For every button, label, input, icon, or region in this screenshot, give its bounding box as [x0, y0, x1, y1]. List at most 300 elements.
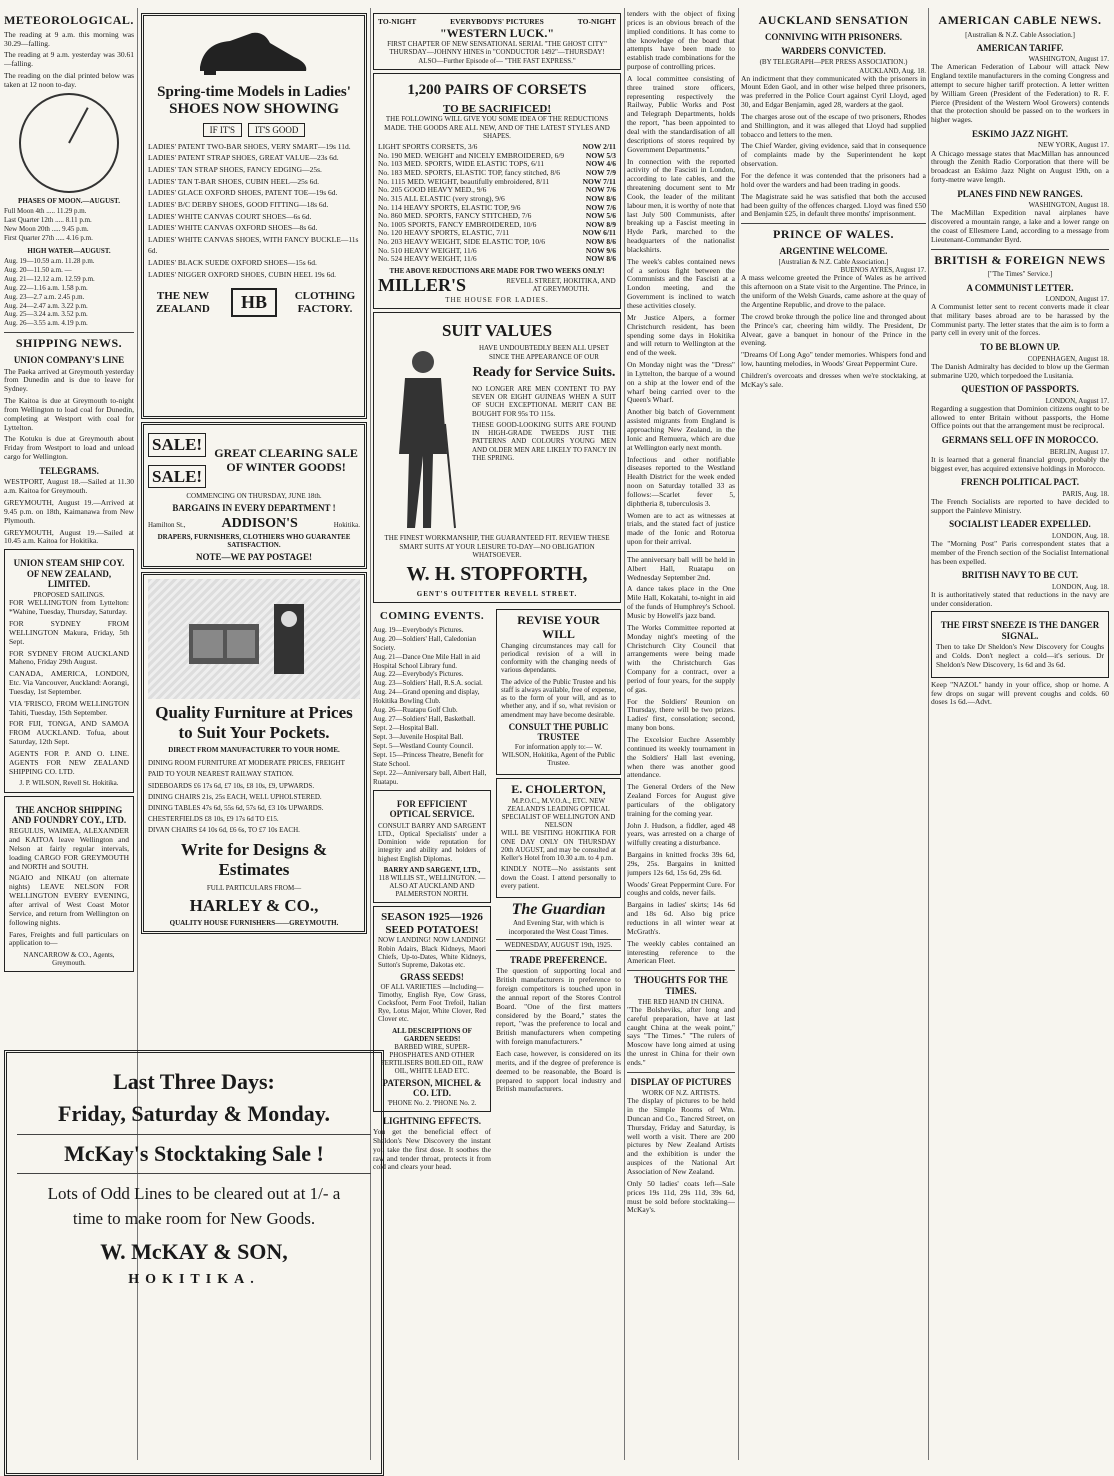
shoe-item: LADIES' PATENT TWO-BAR SHOES, VERY SMART—19s 11d.: [148, 141, 351, 151]
story-title: GERMANS SELL OFF IN MOROCCO.: [941, 435, 1099, 446]
prince-paragraph: A mass welcome greeted the Prince of Wales as he arrived this afternoon on a State visit to the Argentine. The Prince, in the uniform of the Welsh Guards, came ashore at the quay of the Argentine Republic, and drove to the palace.: [741, 273, 926, 309]
addison-name-row: [148, 516, 360, 532]
divider: [627, 551, 735, 552]
story-title: A COMMUNIST LETTER.: [966, 282, 1074, 293]
event-item: Aug. 22—Everybody's Pictures.: [373, 670, 464, 679]
mckay-line3: McKay's Stocktaking Sale !: [64, 1140, 324, 1166]
shoes-advert: [141, 13, 367, 419]
news-paragraph: Women are to act as witnesses at trials, and the stated fact of justice made of the Ionic and Rotorua upon for their arrival.: [627, 510, 735, 547]
column-meteorological-shipping: [4, 10, 134, 975]
column-cable-news: [931, 10, 1109, 710]
tide-table: [4, 257, 134, 329]
shoe-item: LADIES' WHITE CANVAS OXFORD SHOES—8s 6d.: [148, 223, 318, 233]
events-column: [373, 606, 491, 1175]
event-item: Aug. 23—Soldiers' Hall, R.S.A. social.: [373, 679, 483, 688]
harley-footer: QUALITY HOUSE FURNISHERS——GREYMOUTH.: [169, 919, 339, 928]
corset-price: NOW 8/6: [585, 193, 616, 203]
divider: [17, 1134, 371, 1135]
tide-row: Aug. 25—3.24 a.m. 3.52 p.m.: [4, 310, 88, 319]
addison-street: Hamilton St.,: [148, 520, 186, 529]
guardian-date: WEDNESDAY, AUGUST 19th, 1925.: [496, 939, 621, 951]
column-rule: [738, 8, 739, 1460]
corset-desc: No. 183 MED. SPORTS, ELASTIC TOP, fancy stitched, 8/6: [378, 168, 560, 178]
prince-paragraph: Children's overcoats and dresses when we're stocktaking, at McKay's sale.: [741, 370, 926, 389]
corset-price: NOW 9/6: [585, 245, 616, 255]
telegram: GREYMOUTH, August 19.—Arrived at 9.45 p.m. on 18th, Kaimanawa from New Plymouth.: [4, 498, 134, 525]
suit-paragraph: THE FINEST WORKMANSHIP, THE GUARANTEED FIT. REVIEW THESE SMART SUITS AT YOUR LEISURE TO-DAY—NO OBLIGATION WHATSOEVER.: [384, 534, 610, 559]
ussco-sub: PROPOSED SAILINGS.: [33, 591, 105, 600]
corset-price: NOW 5/6: [585, 211, 616, 221]
corset-price: NOW 5/3: [585, 150, 616, 160]
garden-seeds: ALL DESCRIPTIONS OF GARDEN SEEDS!: [392, 1026, 472, 1043]
event-item: Aug. 27—Soldiers' Hall, Basketball.: [373, 715, 476, 724]
story-dateline: LONDON, Aug. 18.: [1052, 582, 1109, 591]
corset-price: NOW 8/6: [585, 237, 616, 247]
suit-body: [378, 344, 616, 534]
story-paragraph: The "Morning Post" Paris correspondent states that a member of the French section of the Socialist International has been expelled.: [931, 538, 1109, 566]
corset-desc: No. 114 HEAVY SPORTS, ELASTIC TOP, 9/6: [378, 202, 521, 212]
corset-price: NOW 2/11: [582, 142, 616, 152]
corset-desc: No. 205 GOOD HEAVY MED., 9/6: [378, 185, 487, 195]
thoughts-paragraph: "The Bolsheviks, after long and careful preparation, have at last caught China at the weak point," says "The Times." "The rulers of Moscow have long aimed at using the unrest in China for their own ends.": [627, 1004, 735, 1068]
guardian-masthead: The Guardian: [511, 901, 606, 919]
will-info: For information apply to:— W. WILSON, Hokitika, Agent of the Public Trustee.: [502, 742, 615, 768]
will-paragraph: Changing circumstances may call for periodical revision of a will in conformity with the changing needs of various dependants.: [501, 641, 616, 675]
event-item: Sept. 2—Hospital Ball.: [373, 724, 439, 733]
sailing: VIA 'FRISCO, FROM WELLINGTON Tahiti, Tuesday, 15th September.: [9, 698, 129, 717]
hb-footer: [148, 288, 360, 317]
paterson-name: PATERSON, MICHEL & CO. LTD.: [382, 1077, 482, 1099]
guardian-head: TRADE PREFERENCE.: [509, 955, 607, 966]
pictures-center: EVERYBODYS' PICTURES: [450, 17, 544, 26]
news-paragraph: Mr Justice Alpers, a former Christchurch resident, has been spending some days in Hokitika and will return to Wellington at the end of the week.: [627, 312, 735, 358]
stopforth-advert: [373, 312, 621, 603]
sale-commencing: COMMENCING ON THURSDAY, JUNE 18th.: [186, 492, 322, 501]
corset-desc: No. 510 HEAVY WEIGHT, 11/6: [378, 245, 477, 255]
event-item: Sept. 22—Anniversary ball, Albert Hall, Ruatapu.: [373, 768, 487, 786]
story-paragraph: It is authoritatively stated that reductions in the navy are under consideration.: [931, 589, 1109, 608]
corset-price: NOW 7/9: [585, 168, 616, 178]
sailing: FOR WELLINGTON from Lyttelton: *Wahine, Tuesday, Thursday, Saturday.: [9, 598, 129, 617]
tide-row: Aug. 23—2.7 a.m. 2.45 p.m.: [4, 292, 85, 301]
corset-item: [378, 255, 616, 264]
display-title: DISPLAY OF PICTURES: [630, 1076, 732, 1087]
story-paragraph: It is learned that a general financial group, probably the biggest ever, has acquired extensive holdings in Morocco.: [931, 454, 1109, 473]
harley-line: DINING ROOM FURNITURE AT MODERATE PRICES, FREIGHT PAID TO YOUR NEAREST RAILWAY STATION.: [148, 759, 345, 779]
news-paragraph: The Works Committee reported at Monday night's meeting of the Christchurch City Council that arrangements were being made with the Christchurch Gas Company for a contract, over a period of four years, for the supply of gas.: [627, 622, 735, 694]
story-dateline: NEW YORK, August 17.: [1038, 141, 1109, 150]
union-title: UNION COMPANY'S LINE: [13, 355, 125, 366]
mckay-town: HOKITIKA.: [128, 1271, 260, 1287]
news-paragraph: The anniversary ball will be held in Albert Hall, Ruatapu on Wednesday September 2nd.: [627, 554, 735, 582]
tide-row: Aug. 24—2.47 a.m. 3.22 p.m.: [4, 301, 88, 310]
harley-line: DIVAN CHAIRS £4 10s 6d, £6 6s, TO £7 10s EACH.: [148, 826, 300, 835]
mckay-line1: Last Three Days:: [113, 1069, 275, 1094]
divider: [741, 223, 926, 224]
telegram: WESTPORT, August 18.—Sailed at 11.30 a.m. Kaitoa for Greymouth.: [4, 477, 134, 496]
pictures-advert: [373, 13, 621, 70]
mckay-name: W. McKAY & SON,: [100, 1239, 288, 1265]
shipping-paragraph: The Kotuku is due at Greymouth about Friday from Westport to load and unload cargo for Wellington.: [4, 434, 134, 462]
corset-price: NOW 7/6: [585, 202, 616, 212]
column-pictures-corsets: [373, 10, 621, 1175]
shoe-item: LADIES' TAN STRAP SHOES, FANCY EDGING—25s.: [148, 165, 322, 175]
harley-line: CHESTERFIELDS £8 10s, £9 17s 6d TO £15.: [148, 815, 279, 824]
moon-title: PHASES OF MOON.—AUGUST.: [18, 196, 120, 205]
events-title: COMING EVENTS.: [379, 610, 485, 623]
story-paragraph: A Chicago message states that MacMillan has announced through the Zenith Radio Corporation that there will be broadcast an Eskimo Jazz Night on August 19th, on a forty-metre wave length.: [931, 148, 1109, 185]
sale-row: [148, 429, 360, 492]
sailing: FOR SYDNEY FROM AUCKLAND Maheno, Friday 29th August.: [9, 648, 129, 667]
story-title: BRITISH NAVY TO BE CUT.: [961, 570, 1079, 581]
news-paragraph: In connection with the reported activity of the Fascisti in London, according to late cables, and the threatening document sent to Mr Cook, the leader of the militant labour men, it is worthy of note that last July 500 Communists, after breaking up a Fascist meeting in Hyde Park, marched to the headquarters of the nationalist blackshirts.: [627, 156, 735, 254]
moon-phase: Full Moon 4th ..... 11.29 p.m.: [4, 206, 87, 215]
tide-row: Aug. 19—10.59 a.m. 11.28 p.m.: [4, 256, 95, 265]
corset-desc: No. 524 HEAVY WEIGHT, 11/6: [378, 254, 477, 264]
cable-assoc: [Australian & N.Z. Cable Association.]: [965, 30, 1075, 39]
shoe-item: LADIES' B/C DERBY SHOES, GOOD FITTING—18s 6d.: [148, 199, 329, 209]
sale-badges: [148, 429, 206, 492]
prince-paragraph: The crowd broke through the police line and thronged about the Prince's car, cheering him wildly. The President, Dr Alvear, gave a banquet in honour of the Prince in the evening.: [741, 311, 926, 348]
brand-banner: [148, 123, 360, 137]
moon-phase: Last Quarter 12th ..... 8.11 p.m.: [4, 215, 92, 224]
prince-assoc: [Australian & N.Z. Cable Association.]: [778, 258, 889, 267]
sneeze-advert: [931, 611, 1109, 677]
guardian-sub: And Evening Star, with which is incorporated the West Coast Times.: [508, 919, 609, 936]
moon-phase: First Quarter 27th ..... 4.16 p.m.: [4, 233, 93, 242]
story-title: ESKIMO JAZZ NIGHT.: [971, 129, 1069, 140]
anchor-paragraph: NGAIO and NIKAU (on alternate nights) LEAVE NELSON FOR WELLINGTON EVERY EVENING, after arrival of West Coast Motor Service, and return from Wellington on following nights.: [9, 873, 129, 927]
story-title: FRENCH POLITICAL PACT.: [961, 477, 1079, 488]
news-paragraph: A dance takes place in the One Mile Hall, Kokatahi, to-night in aid of the funds of Humphrey's School. Music by Howell's jazz band.: [627, 584, 735, 620]
column-rule: [928, 8, 929, 1460]
display-paragraph: Only 50 ladies' coats left—Sale prices 19s 11d, 29s 11d, 39s 6d, must be sold before stocktaking—McKay's.: [627, 1178, 735, 1215]
auckland-paragraph: The Magistrate said he was satisfied that both the accused had been guilty of the offences charged. Lloyd was fined £50 and Benjamin £25, in default three months' imprisonment.: [741, 191, 926, 219]
millers-tag: THE HOUSE FOR LADIES.: [445, 295, 549, 304]
story-paragraph: Regarding a suggestion that Dominion citizens ought to be allowed to enter Britain without passports, the Home Office points out that the arrangement must be reciprocal.: [931, 403, 1109, 431]
paterson-phone: 'PHONE No. 2. 'PHONE No. 2.: [387, 1098, 477, 1107]
story-dateline: COPENHAGEN, August 18.: [1027, 354, 1109, 363]
cholerton-quals: M.P.O.C., M.V.O.A., ETC. NEW ZEALAND'S LEADING OPTICAL SPECIALIST OF WELLINGTON AND NELSON: [501, 797, 616, 830]
corset-price: NOW 4/6: [585, 159, 616, 169]
mckay-line2: Friday, Saturday & Monday.: [58, 1101, 330, 1127]
hb-right: CLOTHING FACTORY.: [294, 290, 356, 315]
brand-left: IF IT'S: [203, 123, 242, 137]
anchor-paragraph: Fares, Freights and full particulars on application to—: [9, 929, 129, 948]
harley-direct: DIRECT FROM MANUFACTURER TO YOUR HOME.: [168, 746, 340, 755]
harley-furniture-advert: [141, 572, 367, 934]
corset-desc: No. 120 HEAVY SPORTS, ELASTIC, 7/11: [378, 228, 510, 238]
auckland-paragraph: The Chief Warder, giving evidence, said that in consequence of complaints made by the Superintendent he kept observation.: [741, 141, 926, 169]
anchor-agent: NANCARROW & CO., Agents, Greymouth.: [23, 951, 115, 968]
sale-bargains: BARGAINS IN EVERY DEPARTMENT !: [172, 503, 336, 514]
tide-row: Aug. 21—12.12 a.m. 12.59 p.m.: [4, 274, 95, 283]
optical-paragraph: CONSULT BARRY AND SARGENT LTD., Optical Specialists' under a Dominion wide reputation for integrity and ability and holders of highest English Diplomas.: [378, 821, 486, 863]
prince-dateline: BUENOS AYRES, August 17.: [840, 266, 926, 275]
suit-title: SUIT VALUES: [441, 320, 553, 340]
addisons-sale-advert: [141, 422, 367, 569]
barometer-dial-icon: [19, 93, 119, 193]
met-paragraph: The reading on the dial printed below was taken at 12 noon to-day.: [4, 71, 134, 90]
sale-badge: SALE!: [148, 465, 206, 489]
corset-desc: LIGHT SPORTS CORSETS, 3/6: [378, 142, 478, 152]
event-item: Sept. 5—Westland County Council.: [373, 742, 474, 751]
addison-name: ADDISON'S: [221, 516, 298, 532]
corset-price: NOW 8/9: [585, 219, 616, 229]
shoe-item: LADIES' BLACK SUEDE OXFORD SHOES—15s 6d.: [148, 258, 317, 268]
story-paragraph: The Danish Admiralty has decided to blow up the German submarine U20, which torpedoed the Lusitania.: [931, 361, 1109, 380]
season-sub: SEED POTATOES!: [385, 923, 479, 936]
story-paragraph: A Communist letter sent to recent converts made it clear that military bases abroad are to be harassed by the Communist party. The letter states that the aim is to form a party cell in every unit of the forces.: [931, 301, 1109, 338]
auckland-sub2: WARDERS CONVICTED.: [781, 46, 886, 57]
story-title: TO BE BLOWN UP.: [980, 342, 1060, 353]
auckland-dateline: AUCKLAND, Aug. 18.: [859, 66, 926, 75]
column-rule: [624, 8, 625, 1460]
event-item: Aug. 21—Dance One Mile Hall in aid Hospital School Library fund.: [373, 652, 481, 670]
story-title: SOCIALIST LEADER EXPELLED.: [949, 519, 1091, 530]
met-paragraph: The reading at 9 a.m. this morning was 30.29—falling.: [4, 29, 134, 48]
man-in-suit-icon: [378, 344, 468, 534]
auckland-assoc: (BY TELEGRAPH—PER PRESS ASSOCIATION.): [759, 58, 908, 67]
sneeze-title: THE FIRST SNEEZE IS THE DANGER SIGNAL.: [940, 620, 1100, 641]
corset-price: NOW 7/11: [582, 176, 616, 186]
news-paragraph: A local committee consisting of three trained store officers, representing respectively the Railway, Public Works and Post and Telegraph Departments, holds the report, "has been appointed to deal with the standardisation of all descriptions of stores required by Government Departments.": [627, 73, 735, 154]
sailing: CANADA, AMERICA, LONDON, Etc. Via Vancouver, Auckland: Aorangi, Tuesday, 1st September.: [9, 669, 129, 696]
suit-intro: HAVE UNDOUBTEDLY BEEN ALL UPSET SINCE THE APPEARANCE OF OUR: [478, 344, 610, 361]
ussco-agent: J. P. WILSON, Revell St. Hokitika.: [19, 779, 119, 788]
pictures-left: TO-NIGHT: [378, 17, 417, 26]
nazol-paragraph: Keep "NAZOL" handy in your office, shop or home. A few drops on sugar will prevent coughs and colds. 60 doses 1s 6d.—Advt.: [931, 679, 1109, 707]
grass-title: GRASS SEEDS!: [400, 972, 464, 983]
corsets-note: THE ABOVE REDUCTIONS ARE MADE FOR TWO WEEKS ONLY!: [389, 266, 605, 275]
millers-corsets-advert: [373, 73, 621, 309]
furniture-illustration-icon: [148, 579, 360, 699]
harley-line: DINING CHAIRS 21s, 25s EACH, WELL UPHOLSTERED.: [148, 792, 322, 801]
corset-price: NOW 7/6: [585, 185, 616, 195]
corset-desc: No. 190 MED. WEIGHT and NICELY EMBROIDERED, 6/9: [378, 150, 565, 160]
will-paragraph: The advice of the Public Trustee and his staff is always available, free of expense, as to the form of your will, and as to whether any, and if so, what revision or amendment may have become desirable.: [501, 677, 616, 719]
addison-trades: DRAPERS, FURNISHERS, CLOTHIERS WHO GUARANTEE SATISFACTION.: [157, 532, 351, 549]
tide-row: Aug. 22—1.16 a.m. 1.58 p.m.: [4, 283, 88, 292]
divider: [931, 249, 1109, 250]
news-paragraph: For the Soldiers' Reunion on Thursday, there will be two prizes. Ladies' first, consolation; second, many bon bons.: [627, 696, 735, 733]
story-paragraph: The MacMillan Expedition naval airplanes have discovered a mountain range, a lake and a lower range on the coast of Ellesmere Land, according to a message from Lieutenant-Commander Byrd.: [931, 208, 1109, 244]
story-dateline: PARIS, Aug. 18.: [1062, 489, 1109, 498]
news-paragraph: The Excelsior Euchre Assembly continued its weekly tournament in the Soldiers' Hall last evening, when there was another good attendance.: [627, 734, 735, 780]
harley-headline: Quality Furniture at Prices to Suit Your Pockets.: [155, 703, 353, 742]
suit-ready: Ready for Service Suits.: [472, 364, 616, 380]
auckland-title: AUCKLAND SENSATION: [758, 13, 909, 27]
met-paragraph: The reading at 9 a.m. yesterday was 30.61—falling.: [4, 50, 134, 69]
story-title: QUESTION OF PASSPORTS.: [961, 384, 1079, 395]
guardian-paragraph: Each case, however, is considered on its merits, and if the degree of preference is deemed to be reasonable, the Board is prepared to support local industry and British manufacturers.: [496, 1048, 621, 1094]
corset-list: [378, 143, 616, 264]
col3-lower: [373, 606, 621, 1175]
millers-addr: REVELL STREET, HOKITIKA, AND AT GREYMOUTH.: [506, 277, 616, 294]
seed-advert: [373, 906, 491, 1112]
british-assoc: ["The Times" Service.]: [987, 270, 1053, 279]
prince-title: PRINCE OF WALES.: [772, 227, 895, 242]
cholerton-note: KINDLY NOTE—No assistants sent down the Coast. I attend personally to every patient.: [501, 865, 616, 890]
pictures-also: ALSO—Further Episode of— "THE FAST EXPRESS.": [418, 56, 576, 65]
mckay-stocktaking-advert: [4, 1050, 384, 1476]
corsets-sub: TO BE SACRIFICED!: [443, 102, 551, 115]
union-steam-ship-advert: [4, 549, 134, 792]
sneeze-paragraph: Then to take Dr Sheldon's New Discovery for Coughs and Colds. Don't neglect a cold—it's serious. Dr Sheldon's New Discovery, 1s 6d and 3s 6d.: [936, 642, 1104, 669]
tide-row: Aug. 26—3.55 a.m. 4.19 p.m.: [4, 319, 88, 328]
barbed-wire: BARBED WIRE, SUPER-PHOSPHATES AND OTHER FERTILISERS BOILED OIL, RAW OIL, WHITE LEAD ETC.: [380, 1042, 484, 1075]
news-paragraph: John J. Hudson, a fiddler, aged 48 years, was arrested on a charge of wilfully creating a disturbance.: [627, 820, 735, 848]
news-paragraph: The General Orders of the New Zealand Forces for August give particulars of the obligatory training for the coming year.: [627, 782, 735, 818]
anchor-shipping-advert: [4, 796, 134, 973]
event-item: Sept. 3—Juvenile Hospital Ball.: [373, 733, 464, 742]
corset-desc: No. 1005 SPORTS, FANCY EMBROIDERED, 10/6: [378, 219, 537, 229]
news-paragraph: Another big batch of Government assisted migrants from England is approaching New Zealand, in the Ionic and Remuera, which are due at Wellington early next month.: [627, 407, 735, 452]
will-guardian-column: [496, 606, 621, 1175]
shoes-list: [148, 141, 360, 281]
hb-logo: HB: [231, 288, 277, 317]
suit-paragraph: THESE GOOD-LOOKING SUITS ARE FOUND IN HIGH-GRADE TWEEDS JUST THE PATTERNS AND COLOURS YOUNG MEN AND OLDER MEN ARE LIKELY TO FANCY IN THE SPRING.: [472, 420, 616, 462]
cholerton-advert: [496, 778, 621, 898]
tide-title: HIGH WATER—AUGUST.: [27, 246, 111, 255]
sailing: FOR SYDNEY FROM WELLINGTON Makura, Friday, 5th Sept.: [9, 618, 129, 646]
moon-phase: New Moon 20th ..... 9.45 p.m.: [4, 224, 89, 233]
shoe-item: LADIES' WHITE CANVAS COURT SHOES—6s 6d.: [148, 211, 312, 221]
news-paragraph: On Monday night was the "Dress" in Lyttelton, the barque of a wound on a ship at the lower end of the wharf being carried over to the Queen's Wharf.: [627, 360, 735, 405]
shipping-paragraph: The Paeka arrived at Greymouth yesterday from Dunedin and is due to leave for Sydney.: [4, 366, 134, 394]
column-adverts: [141, 10, 367, 937]
corset-price: NOW 8/6: [585, 254, 616, 264]
grass-sub: OF ALL VARIETIES —Including—: [380, 982, 484, 991]
auckland-paragraph: The charges arose out of the escape of two prisoners, Rhodes and Shillington, and it was alleged that Lloyd had supplied tobacco and letters to the men.: [741, 111, 926, 139]
optical-advert: [373, 790, 491, 903]
divider: [4, 332, 134, 333]
corset-desc: No. 315 ALL ELASTIC (very strong), 9/6: [378, 193, 505, 203]
story-title: AMERICAN TARIFF.: [976, 42, 1064, 53]
shipping-title: SHIPPING NEWS.: [15, 336, 123, 351]
lightning-title: LIGHTNING EFFECTS.: [382, 1115, 482, 1126]
telegrams-title: TELEGRAMS.: [39, 465, 99, 476]
will-consult: CONSULT THE PUBLIC TRUSTEE: [508, 721, 609, 743]
story-dateline: BERLIN, August 17.: [1049, 447, 1109, 456]
shoe-item: LADIES' GLACE OXFORD SHOES, PATENT TOE—19s 6d.: [148, 188, 338, 198]
cable-title: AMERICAN CABLE NEWS.: [938, 13, 1102, 27]
sale-badge: SALE!: [148, 433, 206, 457]
pictures-thursday: THURSDAY—JOHNNY HINES in "CONDUCTOR 1492"—THURSDAY!: [389, 48, 605, 57]
prince-paragraph: "Dreams Of Long Ago" tender memories. Whispers fond and low, haunting melodies, in Woods' Great Peppermint Cure.: [741, 350, 926, 369]
shoe-item: LADIES' PATENT STRAP SHOES, GREAT VALUE—23s 6d.: [148, 153, 339, 163]
moon-phases: [4, 207, 134, 243]
public-trustee-advert: [496, 609, 621, 775]
auckland-paragraph: For the defence it was contended that the prisoners had a hold over the warders and had been trading in goods.: [741, 171, 926, 189]
harley-line: SIDEBOARDS £6 17s 6d, £7 10s, £8 10s, £9, UPWARDS.: [148, 781, 315, 790]
news-paragraph: The week's cables contained news of a serious fight between the Communists and the Fascisti at a London meeting, and the Government is inclined to watch these activities closely.: [627, 256, 735, 310]
news-paragraph: Infectious and other notifiable diseases reported to the Westland Health District for the week ended noon on Saturday totalled 33 as follows:—Scarlet fever 5, diphtheria 8, tuberculosis 3.: [627, 454, 735, 508]
corset-price: NOW 6/11: [582, 228, 616, 238]
auckland-paragraph: An indictment that they communicated with the prisoners in Mount Eden Gaol, and in other wise helped three prisoners, was preferred in the Police Court against Cyril Lloyd, aged 30, and Edgar Benjamin, aged 28, warders at the gaol.: [741, 73, 926, 110]
lightning-paragraph: You get the beneficial effect of Sheldon's New Discovery the instant you take the first dose. It soothes the raw and tender throat, protects it from cold and clears your head.: [373, 1127, 491, 1172]
news-paragraph: Bargains in ladies' skirts; 14s 6d and 18s 6d. Also big price reductions in all winter wear at McGrath's.: [627, 900, 735, 936]
shoe-illustration-icon: [148, 20, 360, 80]
column-news-a: [627, 10, 735, 1218]
story-paragraph: The French Socialists are reported to have decided to support the Painleve Ministry.: [931, 496, 1109, 515]
auckland-sub: CONNIVING WITH PRISONERS.: [764, 31, 903, 42]
anchor-paragraph: REGULUS, WAIMEA, ALEXANDER and KAITOA leave Wellington and Nelson at fairly regular intervals, loading CARGO FOR GREYMOUTH and NORTH and SOUTH.: [9, 826, 129, 871]
optical-title: FOR EFFICIENT OPTICAL SERVICE.: [389, 798, 475, 820]
mckay-line4: Lots of Odd Lines to be cleared out at 1/- a time to make room for New Goods.: [47, 1184, 341, 1228]
tide-row: Aug. 20—11.50 a.m. —: [4, 265, 72, 274]
events-list: [373, 626, 491, 787]
corsets-intro: THE FOLLOWING WILL GIVE YOU SOME IDEA OF THE REDUCTIONS MADE. THE GOODS ARE ALL NEW, AND OF THE LATEST STYLES AND SHAPES.: [384, 115, 610, 140]
pictures-right: TO-NIGHT: [577, 17, 616, 26]
corset-desc: No. 103 MED. SPORTS, WIDE ELASTIC TOPS, 6/11: [378, 159, 545, 169]
telegram: GREYMOUTH, August 19.—Sailed at 10.45 a.m. Kaitoa for Hokitika.: [4, 527, 134, 546]
optical-name: BARRY AND SARGENT, LTD.,: [383, 865, 481, 874]
anchor-title: THE ANCHOR SHIPPING AND FOUNDRY COY., LTD.: [11, 804, 127, 825]
divider: [627, 1072, 735, 1073]
optical-addr: 118 WILLIS ST., WELLINGTON. —ALSO AT AUCKLAND AND PALMERSTON NORTH.: [378, 873, 486, 898]
sailing: FOR FIJI, TONGA, AND SAMOA FROM AUCKLAND. Tofua, about Saturday, 12th Sept.: [9, 719, 129, 747]
story-title: PLANES FIND NEW RANGES.: [957, 188, 1083, 199]
event-item: Sept. 15—Princess Theatre, Benefit for State School.: [373, 751, 484, 769]
british-title: BRITISH & FOREIGN NEWS: [934, 252, 1106, 267]
shipping-paragraph: The Kaitoa is due at Greymouth to-night from Wellington to load coal for Dunedin, completing at Westport with coal for Lyttelton.: [4, 396, 134, 432]
corsets-title: 1,200 PAIRS OF CORSETS: [407, 81, 587, 98]
story-dateline: LONDON, August 17.: [1045, 396, 1109, 405]
suit-text: [472, 344, 616, 534]
cholerton-paragraph: WILL BE VISITING HOKITIKA FOR ONE DAY ONLY ON THURSDAY 20th AUGUST, and may be consulted at Keller's Hotel from 10.30 a.m. to 4 p.m.: [501, 829, 616, 863]
harley-line: DINING TABLES 47s 6d, 55s 6d, 57s 6d, £3 10s UPWARDS.: [148, 803, 324, 812]
news-paragraph: Bargains in knitted frocks 39s 6d, 29s, 25s. Bargains in knitted jumpers 12s 6d, 15s 6d, 29s 6d.: [627, 850, 735, 877]
pictures-title: "WESTERN LUCK.": [439, 25, 554, 40]
thoughts-title: THOUGHTS FOR THE TIMES.: [634, 975, 728, 996]
shoes-heading: Spring-time Models in Ladies' SHOES NOW SHOWING: [157, 84, 351, 118]
cholerton-name: E. CHOLERTON,: [511, 782, 606, 797]
thoughts-sub: THE RED HAND IN CHINA.: [637, 997, 725, 1006]
addison-town: Hokitika.: [333, 520, 360, 529]
harley-list: [148, 758, 360, 836]
stopforth-name: W. H. STOPFORTH,: [406, 563, 588, 586]
millers-name-row: [378, 275, 616, 296]
corset-desc: No. 1115 MED. WEIGHT, beautifully embroidered, 8/11: [378, 176, 550, 186]
event-item: Aug. 19—Everybody's Pictures.: [373, 625, 464, 634]
harley-name: HARLEY & CO.,: [189, 895, 319, 915]
story-dateline: WASHINGTON, August 17.: [1028, 55, 1109, 64]
met-title: METEOROLOGICAL.: [4, 13, 134, 27]
brand-right: IT'S GOOD: [248, 123, 305, 137]
grass-list: Timothy, English Rye, Cow Grass, Cocksfoot, Perm Foot Trefoil, Italian Rye, Lotus Major, White Clover, Red Clover etc.: [378, 990, 486, 1024]
event-item: Aug. 24—Grand opening and display, Hokitika Bowling Club.: [373, 688, 480, 706]
stopforth-tag: GENT'S OUTFITTER REVELL STREET.: [416, 590, 578, 599]
millers-name: MILLER'S: [378, 275, 467, 295]
harley-particulars: FULL PARTICULARS FROM—: [206, 883, 302, 892]
news-paragraph: The weekly cables contained an interesting reference to the American Fleet.: [627, 938, 735, 966]
ussco-title: UNION STEAM SHIP COY. OF NEW ZEALAND, LIMITED.: [13, 558, 125, 589]
corset-desc: No. 203 HEAVY WEIGHT, SIDE ELASTIC TOP, 10/6: [378, 237, 545, 247]
news-paragraph: tenders with the object of fixing prices is an obvious breach of the implied conditions. It has come to the knowledge of the board that attempts have been made to establish trade combinations for the purpose of controlling prices.: [627, 10, 735, 72]
corset-desc: No. 860 MED. SPORTS, FANCY STITCHED, 7/6: [378, 211, 532, 221]
column-auckland-prince: [741, 10, 926, 393]
shoe-item: LADIES' WHITE CANVAS SHOES, WITH FANCY BUCKLE—11s 6d.: [148, 234, 359, 256]
sale-headline: GREAT CLEARING SALE OF WINTER GOODS!: [214, 445, 358, 474]
event-item: Aug. 20—Soldiers' Hall, Caledonian Society.: [373, 634, 476, 652]
prince-sub: ARGENTINE WELCOME.: [779, 246, 888, 257]
story-dateline: LONDON, Aug. 18.: [1052, 531, 1109, 540]
harley-write: Write for Designs & Estimates: [180, 840, 328, 880]
shoe-item: LADIES' NIGGER OXFORD SHOES, CUBIN HEEL 19s 6d.: [148, 269, 336, 279]
postage-note: NOTE—WE PAY POSTAGE!: [195, 551, 312, 562]
story-paragraph: The American Federation of Labour will attack New England textile manufacturers in the coming Congress and attempt to secure higher tariff protection. A letter written by William Green (President of the Federation) to R. F. Pierce (President of the Western Wool Growers) contends that the protection should be passed on to the workers in higher wages.: [931, 62, 1109, 125]
